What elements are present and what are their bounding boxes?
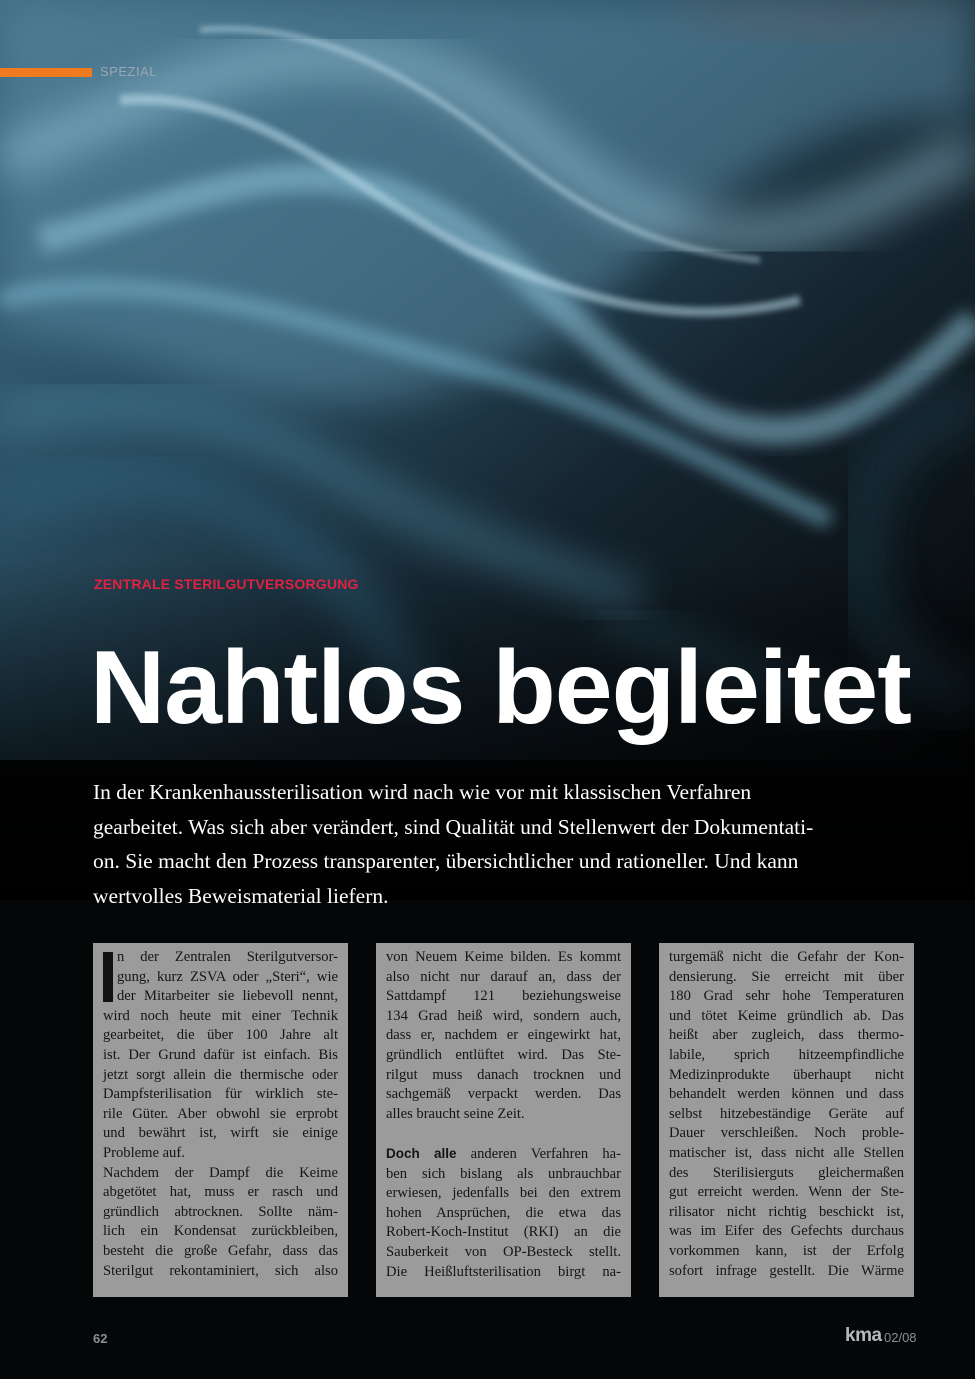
body-line: matischer ist, dass nicht alle Stellen (669, 1144, 904, 1161)
body-line: gut erreicht werden. Wenn der Ste- (669, 1184, 904, 1201)
body-line: 180 Grad sehr hohe Temperaturen (669, 988, 904, 1005)
body-line: sofort infrage gestellt. Die Wärme (669, 1262, 904, 1279)
body-line: alles braucht seine Zeit. (386, 1105, 525, 1122)
body-line: behandelt werden können und dass (669, 1086, 904, 1103)
text-column-1 (93, 943, 348, 1297)
body-line: sachgemäß verpackt werden. Das (386, 1086, 621, 1103)
section-accent-bar (0, 68, 92, 77)
lead-line: on. Sie macht den Prozess transparenter, übersichtlicher und rationeller. Und kann (93, 849, 799, 873)
body-line: der Mitarbeiter sie liebevoll nennt, (117, 988, 338, 1005)
body-line: gung, kurz ZSVA oder „Steri“, wie (117, 968, 338, 985)
body-line: Sauberkeit von OP-Besteck stellt. (386, 1243, 621, 1260)
body-line: lich ein Kondensat zurückbleiben, (103, 1223, 338, 1240)
body-line: hohen Ansprüchen, die etwa das (386, 1204, 621, 1221)
lead-line: gearbeitet. Was sich aber verändert, sind Qualität und Stellenwert der Dokumentati- (93, 814, 814, 839)
body-line: was im Eifer des Gefechts durchaus (669, 1223, 904, 1240)
issue-number: 02/08 (884, 1330, 917, 1345)
body-line: erwiesen, jedenfalls bei den extrem (386, 1185, 621, 1202)
body-line: Sterilgut rekontaminiert, sich also (103, 1262, 338, 1279)
body-line: und bewährt ist, wirft sie einige (103, 1125, 338, 1142)
body-line: Nachdem der Dampf die Keime (103, 1164, 338, 1181)
body-line: Die Heißluftsterilisation birgt na- (386, 1263, 621, 1280)
body-line: gründlich entlüftet wird. Das Ste- (386, 1046, 621, 1063)
dropcap-mark (103, 952, 113, 1002)
body-line: Dampfsterilisation für wirklich ste- (103, 1086, 338, 1103)
body-line: Medizinprodukte überhaupt nicht (669, 1066, 904, 1083)
body-line (386, 1144, 621, 1165)
text-column-2 (376, 943, 631, 1297)
article-lead (93, 775, 908, 913)
magazine-logo: kma (845, 1325, 882, 1346)
body-line: und tötet Keime gründlich ab. Das (669, 1007, 904, 1024)
body-line: n der Zentralen Sterilgutversor- (117, 949, 338, 965)
body-line: des Sterilisierguts gleichermaßen (669, 1164, 904, 1181)
page-number: 62 (93, 1331, 108, 1346)
body-line: abgetötet hat, muss er rasch und (103, 1184, 338, 1201)
body-line: also nicht nur darauf an, dass der (386, 968, 621, 985)
body-line: Probleme auf. (103, 1144, 185, 1161)
body-line: gearbeitet, die über 100 Jahre alt (103, 1027, 338, 1044)
body-line: rilgut muss danach trocknen und (386, 1066, 621, 1083)
body-line: densierung. Sie erreicht mit über (669, 968, 904, 985)
lead-line: wertvolles Beweismaterial liefern. (93, 883, 389, 908)
article-headline: Nahtlos begleitet (90, 630, 911, 746)
article-kicker: ZENTRALE STERILGUTVERSORGUNG (94, 576, 359, 592)
body-line: turgemäß nicht die Gefahr der Kon- (669, 949, 904, 965)
text-column-3 (659, 943, 914, 1297)
body-line: Sattdampf 121 beziehungsweise (386, 988, 621, 1005)
body-line: ist. Der Grund dafür ist einfach. Bis (103, 1046, 338, 1063)
body-line: rilisator nicht richtig beschickt ist, (669, 1203, 904, 1220)
body-line: labile, sprich hitzeempfindliche (669, 1046, 904, 1063)
body-line: gründlich abtrocknen. Sollte näm- (103, 1203, 338, 1220)
paragraph-gap (386, 1124, 621, 1144)
body-line: dass er, nachdem er eingewirkt hat, (386, 1027, 621, 1044)
body-line: besteht die große Gefahr, dass das (103, 1242, 338, 1259)
body-line: vorkommen kann, ist der Erfolg (669, 1242, 904, 1259)
body-line: ben sich bislang als unbrauchbar (386, 1165, 621, 1182)
body-line: heißt aber zugleich, dass thermo- (669, 1027, 904, 1044)
body-line: rile Güter. Aber obwohl sie erprobt (103, 1105, 338, 1122)
lead-line: In der Krankenhaussterilisation wird nach wie vor mit klassischen Verfahren (93, 780, 752, 804)
section-label: SPEZIAL (100, 64, 157, 79)
body-line: Robert-Koch-Institut (RKI) an die (386, 1224, 621, 1241)
body-line: selbst hitzebeständige Geräte auf (669, 1105, 904, 1122)
body-line-text: anderen Verfahren ha- (470, 1145, 621, 1162)
run-in-heading: Doch alle (386, 1145, 457, 1161)
body-line: von Neuem Keime bilden. Es kommt (386, 949, 621, 965)
body-line: 134 Grad heiß wird, sondern auch, (386, 1007, 621, 1024)
body-line: Dauer verschleißen. Noch proble- (669, 1125, 904, 1142)
body-line: wird noch heute mit einer Technik (103, 1007, 338, 1024)
body-line: jetzt sorgt allein die thermische oder (103, 1066, 338, 1083)
